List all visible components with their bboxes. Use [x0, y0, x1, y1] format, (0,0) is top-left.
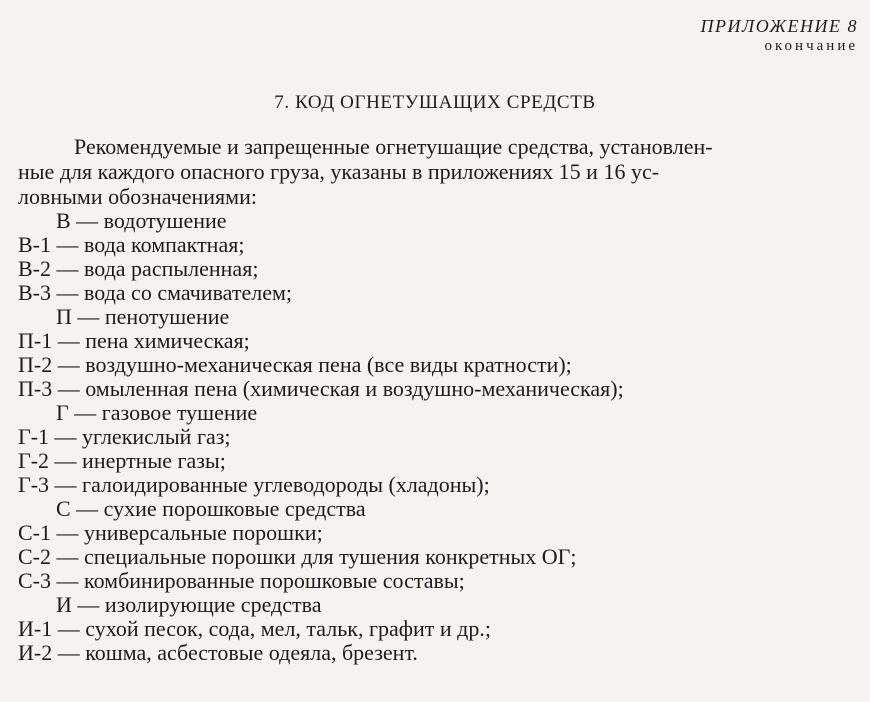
appendix-subtitle: окончание	[764, 38, 858, 54]
code-item: Г-2 — инертные газы;	[18, 448, 226, 473]
code-group-heading: В — водотушение	[56, 208, 227, 233]
intro-line: ные для каждого опасного груза, указаны в приложениях 15 и 16 ус-	[18, 159, 660, 184]
code-item: В-2 — вода распыленная;	[18, 256, 259, 281]
intro-line: ловными обозначениями:	[18, 184, 257, 209]
code-item: П-1 — пена химическая;	[18, 328, 250, 353]
code-item: С-3 — комбинированные порошковые составы;	[18, 568, 465, 593]
code-item: Г-1 — углекислый газ;	[18, 424, 231, 449]
code-item: И-2 — кошма, асбестовые одеяла, брезент.	[18, 640, 418, 665]
code-item: И-1 — сухой песок, сода, мел, тальк, графит и др.;	[18, 616, 491, 641]
code-item: П-3 — омыленная пена (химическая и воздушно-механическая);	[18, 376, 624, 401]
code-item: В-1 — вода компактная;	[18, 232, 245, 257]
appendix-header	[701, 16, 858, 56]
intro-line: Рекомендуемые и запрещенные огнетушащие средства, установлен-	[74, 134, 713, 159]
code-item: Г-3 — галоидированные углеводороды (хладоны);	[18, 472, 490, 497]
code-list	[18, 209, 858, 665]
appendix-title: ПРИЛОЖЕНИЕ 8	[700, 16, 858, 36]
code-group-heading: И — изолирующие средства	[56, 592, 322, 617]
code-item: П-2 — воздушно-механическая пена (все виды кратности);	[18, 352, 572, 377]
intro-paragraph	[18, 134, 856, 209]
code-group-heading: С — сухие порошковые средства	[56, 496, 366, 521]
section-title: 7. КОД ОГНЕТУШАЩИХ СРЕДСТВ	[274, 92, 596, 113]
code-item: С-2 — специальные порошки для тушения конкретных ОГ;	[18, 544, 577, 569]
code-group-heading: Г — газовое тушение	[56, 400, 258, 425]
code-item: В-3 — вода со смачивателем;	[18, 280, 293, 305]
code-item: С-1 — универсальные порошки;	[18, 520, 323, 545]
code-group-heading: П — пенотушение	[56, 304, 230, 329]
